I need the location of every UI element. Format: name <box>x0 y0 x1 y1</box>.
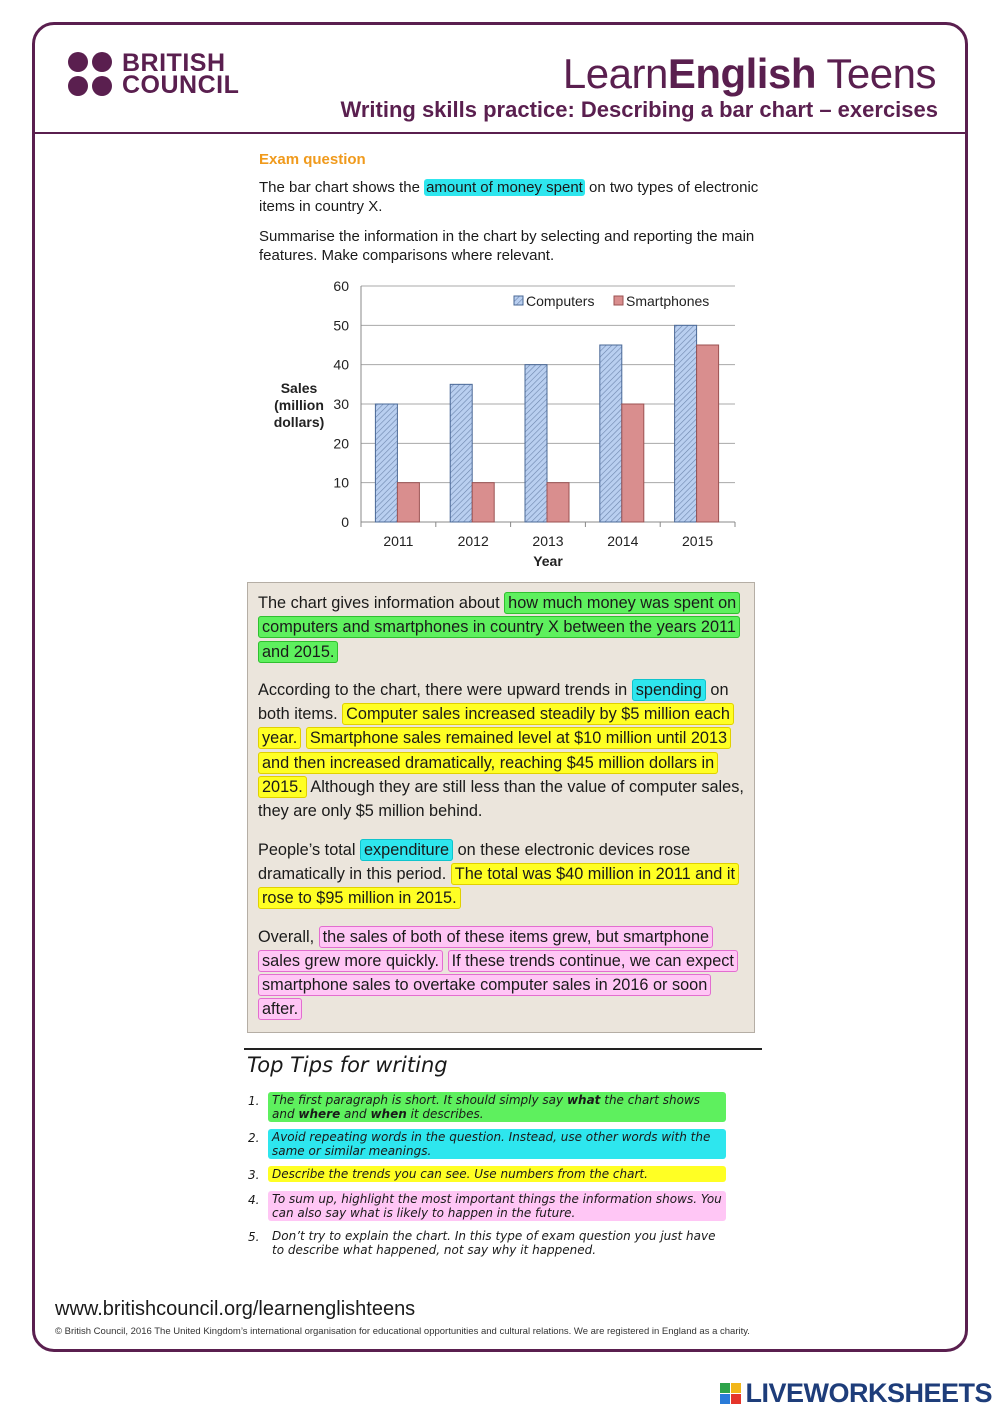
tip-2-number: 2. <box>248 1131 260 1145</box>
model-p2-text: According to the chart, there were upward trends in <box>258 680 632 699</box>
liveworksheets-text: LIVEWORKSHEETS <box>745 1378 992 1408</box>
bar-chart <box>260 278 760 578</box>
tip-2 <box>248 1129 726 1159</box>
model-paragraph-1 <box>258 591 744 664</box>
tip-4-text: To sum up, highlight the most important things the information shows. You can also say what is likely to happen in the future. <box>268 1191 726 1221</box>
page-title: Writing skills practice: Describing a bar chart – exercises <box>340 97 938 122</box>
model-p2-highlight-computers: Computer sales increased steadily by $5 million each year. <box>258 703 734 749</box>
tip-1-text <box>268 1092 726 1122</box>
exam-question-paragraph-1 <box>259 178 759 216</box>
y-tick-label: 10 <box>333 474 349 491</box>
y-tick-label: 30 <box>333 396 349 412</box>
tip-4-number: 4. <box>248 1193 260 1207</box>
logo-line-1: BRITISH <box>122 49 226 77</box>
exam-p1-text-end: on two types of electronic items in country X. <box>259 179 759 215</box>
brand-learn: Learn <box>562 50 668 97</box>
x-tick-label: 2013 <box>532 533 564 549</box>
tip-1-number: 1. <box>248 1094 260 1108</box>
bar-computers-2014 <box>600 345 622 522</box>
model-p2-highlight-spending: spending <box>632 679 706 701</box>
liveworksheets-logo-icon <box>720 1383 741 1404</box>
tip-3-text: Describe the trends you can see. Use numbers from the chart. <box>268 1166 726 1182</box>
y-tick-label: 20 <box>333 435 349 452</box>
tip-5 <box>248 1228 726 1258</box>
tip-1-part-e: and <box>340 1107 371 1121</box>
x-tick-label: 2011 <box>383 533 414 549</box>
tip-1-when: when <box>370 1107 407 1121</box>
tip-3-number: 3. <box>248 1168 260 1182</box>
y-axis-title-line: Sales <box>280 380 318 396</box>
tip-3 <box>248 1166 726 1182</box>
tip-4 <box>248 1191 726 1221</box>
model-answer-box <box>247 582 755 1033</box>
bar-chart-svg <box>260 278 760 578</box>
y-tick-label: 50 <box>333 317 349 334</box>
exam-p1-highlight: amount of money spent <box>426 179 583 196</box>
x-tick-label: 2014 <box>607 533 639 549</box>
tip-5-number: 5. <box>248 1230 260 1244</box>
model-paragraph-2 <box>258 678 744 824</box>
model-p4-highlight-summary: the sales of both of these items grew, but smartphone sales grew more quickly. <box>258 926 713 972</box>
learnenglish-teens-brand <box>563 50 936 98</box>
model-p2-highlight-smartphones: Smartphone sales remained level at $10 million until 2013 and then increased dramatically, reaching $45 million dollars in 2015. <box>258 727 731 798</box>
legend-swatch-smartphones <box>614 296 623 305</box>
legend-swatch-computers <box>514 296 523 305</box>
brand-english: English <box>667 50 816 97</box>
x-axis-title: Year <box>533 553 563 569</box>
y-tick-label: 60 <box>333 278 349 294</box>
footer-copyright: © British Council, 2016 The United Kingdom’s international organisation for educational opportunities and cultural relations. We are registered in England as a charity. <box>55 1326 750 1337</box>
tip-1-where: where <box>298 1107 341 1121</box>
model-p3-highlight-expenditure: expenditure <box>360 839 453 861</box>
tip-1-part-c: the chart shows and <box>272 1093 701 1121</box>
model-p4-highlight-prediction: If these trends continue, we can expect smartphone sales to overtake computer sales in 2016 or soon after. <box>258 950 738 1021</box>
tip-1-part-a: The first paragraph is short. It should simply say <box>272 1093 567 1107</box>
model-p1-text: The chart gives information about <box>258 594 505 612</box>
bar-computers-2011 <box>375 404 397 522</box>
bar-smartphones-2015 <box>697 345 719 522</box>
model-p1-highlight: how much money was spent on computers and smartphones in country X between the years 2011 and 2015. <box>258 592 740 663</box>
logo-line-2: COUNCIL <box>122 71 240 99</box>
model-p3-text: People’s total <box>258 840 360 859</box>
model-p3-highlight-total: The total was $40 million in 2011 and it rose to $95 million in 2015. <box>258 863 739 909</box>
bar-smartphones-2014 <box>622 404 644 522</box>
y-tick-label: 0 <box>341 514 349 530</box>
bar-computers-2012 <box>450 384 472 522</box>
tips-title: Top Tips for writing <box>247 1053 448 1077</box>
x-tick-label: 2012 <box>457 533 489 549</box>
y-axis-title-line: (million <box>274 397 324 413</box>
exam-question-label: Exam question <box>259 151 366 168</box>
legend-label-computers: Computers <box>526 293 595 309</box>
tip-5-text: Don’t try to explain the chart. In this type of exam question you just have to describe what happened, not say why it happened. <box>272 1229 716 1257</box>
exam-question-paragraph-2: Summarise the information in the chart by selecting and reporting the main features. Make comparisons where relevant. <box>259 228 755 264</box>
liveworksheets-watermark <box>720 1378 992 1409</box>
model-paragraph-4 <box>258 925 744 1022</box>
model-p3-text-mid: on these electronic devices rose dramatically in this period. <box>258 840 691 883</box>
model-p4-text: Overall, <box>258 927 319 946</box>
bar-smartphones-2011 <box>397 483 419 522</box>
model-p4-space <box>443 952 448 970</box>
tip-1 <box>248 1092 726 1122</box>
bar-computers-2015 <box>675 325 697 522</box>
header-divider <box>32 132 968 134</box>
tip-1-what: what <box>566 1093 601 1107</box>
tip-1-part-g: it describes. <box>406 1107 484 1121</box>
y-axis-title-line: dollars) <box>273 414 325 430</box>
logo-dots-icon <box>68 52 112 96</box>
legend-label-smartphones: Smartphones <box>626 293 710 309</box>
model-paragraph-3 <box>258 838 744 911</box>
tip-2-text: Avoid repeating words in the question. Instead, use other words with the same or similar meanings. <box>268 1129 726 1159</box>
brand-teens: Teens <box>816 50 936 97</box>
footer-url[interactable]: www.britishcouncil.org/learnenglishteens <box>55 1298 416 1320</box>
british-council-logo <box>68 49 240 99</box>
tips-divider <box>244 1048 762 1050</box>
y-tick-label: 40 <box>333 356 349 373</box>
x-tick-label: 2015 <box>682 533 714 549</box>
bar-smartphones-2012 <box>472 483 494 522</box>
model-p2-text-mid: on both items. <box>258 680 729 724</box>
bar-smartphones-2013 <box>547 483 569 522</box>
bar-computers-2013 <box>525 365 547 522</box>
model-p2-text-end: Although they are still less than the value of computer sales, they are only $5 million behind. <box>258 778 744 821</box>
exam-p1-text: The bar chart shows the <box>259 179 425 196</box>
